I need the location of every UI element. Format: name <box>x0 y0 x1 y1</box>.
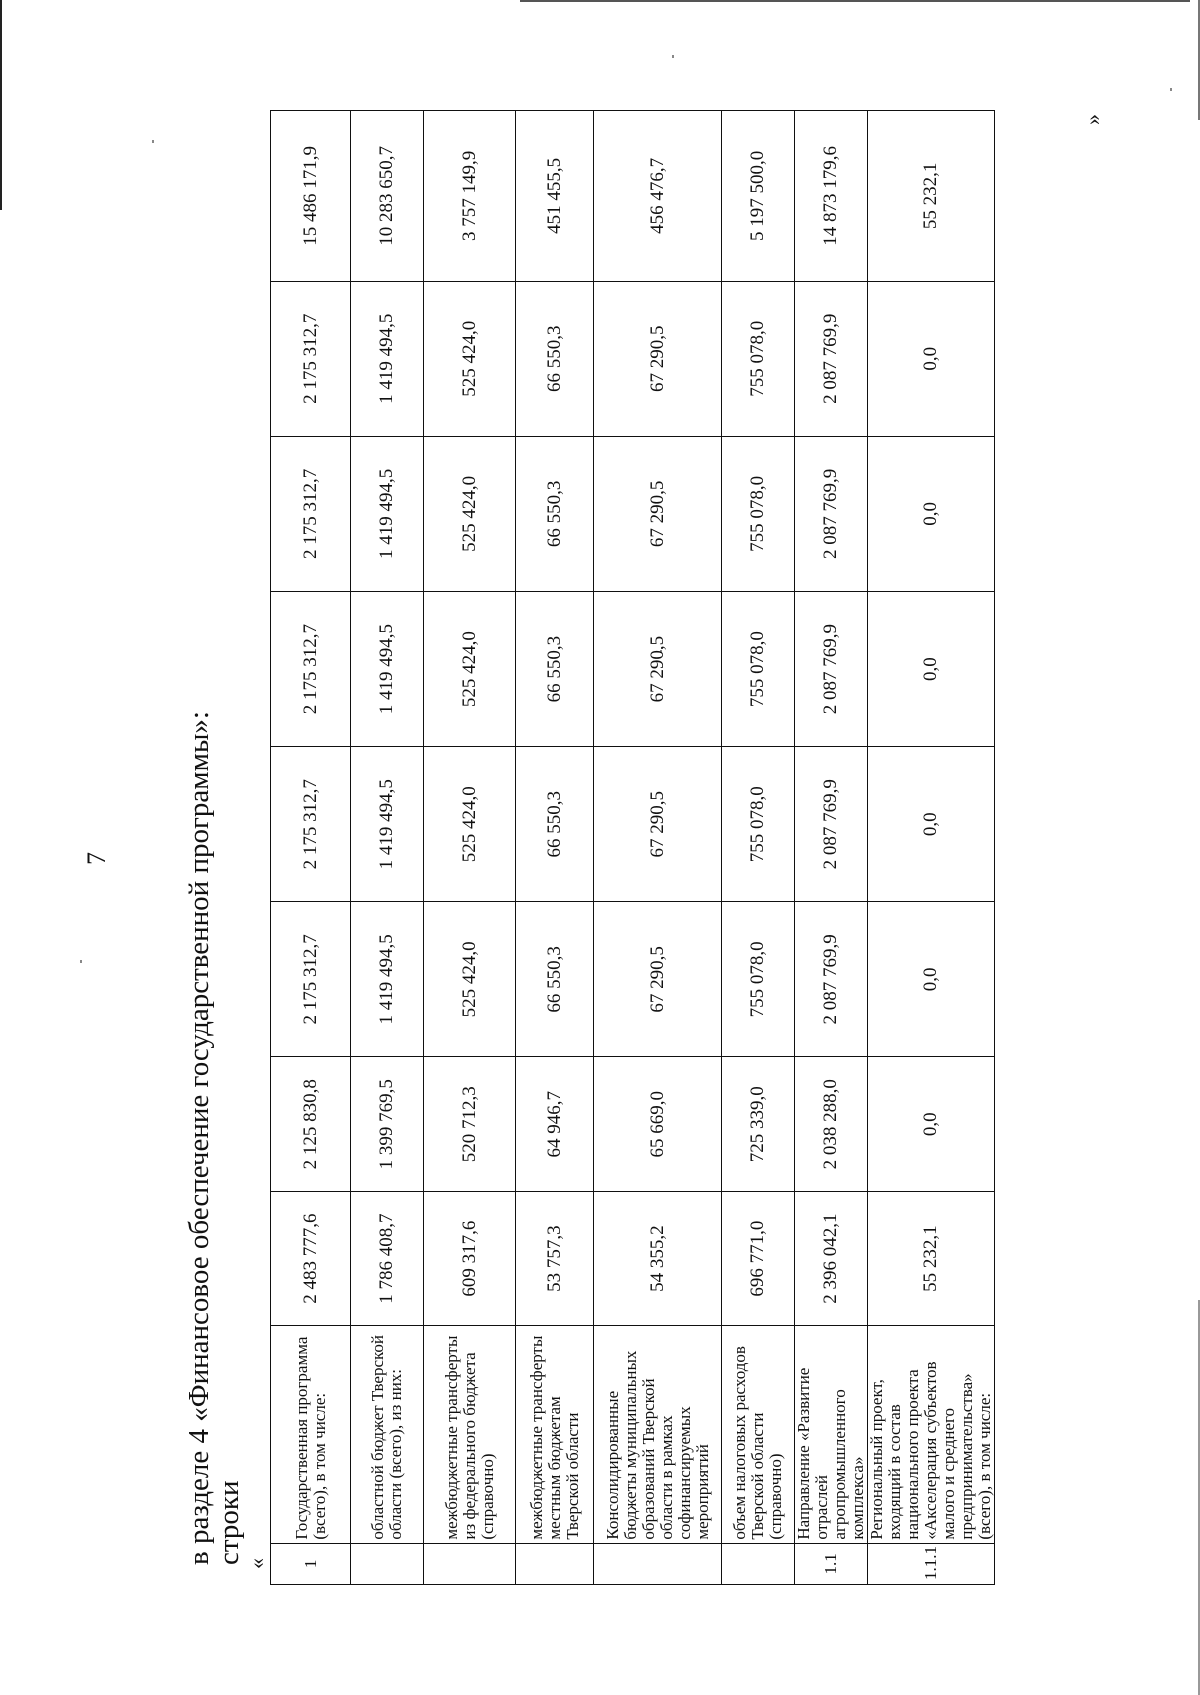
value-cell: 66 550,3 <box>516 281 594 436</box>
value-cell: 696 771,0 <box>722 1191 795 1325</box>
value-cell: 67 290,5 <box>594 902 722 1057</box>
value-cell: 0,0 <box>868 592 995 747</box>
value-cell: 54 355,2 <box>594 1191 722 1325</box>
table-row <box>271 111 351 1585</box>
value-cell: 609 317,6 <box>424 1191 516 1325</box>
total-cell: 3 757 149,9 <box>424 111 516 282</box>
row-number: 1 <box>271 1543 351 1584</box>
value-cell: 2 087 769,9 <box>795 592 868 747</box>
value-cell: 2 087 769,9 <box>795 902 868 1057</box>
value-cell: 755 078,0 <box>722 902 795 1057</box>
value-cell: 1 419 494,5 <box>351 902 424 1057</box>
total-cell: 456 476,7 <box>594 111 722 282</box>
row-number: 1.1 <box>795 1543 868 1584</box>
value-cell: 2 087 769,9 <box>795 747 868 902</box>
table-row <box>594 111 722 1585</box>
value-cell: 67 290,5 <box>594 747 722 902</box>
row-name: межбюджетные трансферты из федерального бюджета (справочно) <box>424 1326 516 1543</box>
value-cell: 755 078,0 <box>722 281 795 436</box>
value-cell: 53 757,3 <box>516 1191 594 1325</box>
value-cell: 725 339,0 <box>722 1057 795 1191</box>
value-cell: 0,0 <box>868 281 995 436</box>
row-number <box>424 1543 516 1584</box>
row-name: областной бюджет Тверской области (всего), из них: <box>351 1326 424 1543</box>
value-cell: 1 786 408,7 <box>351 1191 424 1325</box>
value-cell: 0,0 <box>868 747 995 902</box>
value-cell: 1 399 769,5 <box>351 1057 424 1191</box>
value-cell: 525 424,0 <box>424 902 516 1057</box>
value-cell: 1 419 494,5 <box>351 281 424 436</box>
value-cell: 2 396 042,1 <box>795 1191 868 1325</box>
table-row <box>516 111 594 1585</box>
value-cell: 755 078,0 <box>722 592 795 747</box>
value-cell: 2 175 312,7 <box>271 902 351 1057</box>
total-cell: 451 455,5 <box>516 111 594 282</box>
row-name: Региональный проект, входящий в состав национального проекта «Акселерация субъектов малого и среднего предпринимательства» (всего), в том числе: <box>868 1326 995 1543</box>
table-row <box>795 111 868 1585</box>
value-cell: 525 424,0 <box>424 747 516 902</box>
section-heading-continuation: строки <box>213 1480 245 1565</box>
financing-table <box>270 110 995 1585</box>
value-cell: 0,0 <box>868 1057 995 1191</box>
value-cell: 66 550,3 <box>516 436 594 591</box>
row-name: Консолидированные бюджеты муниципальных образований Тверской области в рамках софинансируемых мероприятий <box>594 1326 722 1543</box>
value-cell: 2 175 312,7 <box>271 281 351 436</box>
value-cell: 2 125 830,8 <box>271 1057 351 1191</box>
value-cell: 0,0 <box>868 902 995 1057</box>
value-cell: 1 419 494,5 <box>351 436 424 591</box>
value-cell: 2 038 288,0 <box>795 1057 868 1191</box>
value-cell: 64 946,7 <box>516 1057 594 1191</box>
page-number: 7 <box>82 852 111 865</box>
value-cell: 520 712,3 <box>424 1057 516 1191</box>
row-name: Государственная программа (всего), в том числе: <box>271 1326 351 1543</box>
value-cell: 67 290,5 <box>594 436 722 591</box>
value-cell: 66 550,3 <box>516 902 594 1057</box>
row-number <box>351 1543 424 1584</box>
table-row <box>868 111 995 1585</box>
table-row <box>722 111 795 1585</box>
value-cell: 525 424,0 <box>424 436 516 591</box>
value-cell: 2 087 769,9 <box>795 436 868 591</box>
value-cell: 2 175 312,7 <box>271 592 351 747</box>
value-cell: 66 550,3 <box>516 747 594 902</box>
value-cell: 2 175 312,7 <box>271 436 351 591</box>
row-number <box>516 1543 594 1584</box>
value-cell: 0,0 <box>868 436 995 591</box>
value-cell: 525 424,0 <box>424 281 516 436</box>
opening-quote: « <box>244 1558 269 1569</box>
value-cell: 67 290,5 <box>594 592 722 747</box>
value-cell: 2 483 777,6 <box>271 1191 351 1325</box>
row-name: межбюджетные трансферты местным бюджетам Тверской области <box>516 1326 594 1543</box>
closing-quote: » <box>1080 114 1105 125</box>
value-cell: 1 419 494,5 <box>351 747 424 902</box>
row-name: объем налоговых расходов Тверской области (справочно) <box>722 1326 795 1543</box>
value-cell: 755 078,0 <box>722 747 795 902</box>
value-cell: 66 550,3 <box>516 592 594 747</box>
row-number <box>722 1543 795 1584</box>
total-cell: 55 232,1 <box>868 111 995 282</box>
row-number: 1.1.1 <box>868 1543 995 1584</box>
total-cell: 15 486 171,9 <box>271 111 351 282</box>
value-cell: 1 419 494,5 <box>351 592 424 747</box>
total-cell: 5 197 500,0 <box>722 111 795 282</box>
value-cell: 2 175 312,7 <box>271 747 351 902</box>
value-cell: 65 669,0 <box>594 1057 722 1191</box>
table-row <box>351 111 424 1585</box>
row-number <box>594 1543 722 1584</box>
section-heading: в разделе 4 «Финансовое обеспечение государственной программы»: <box>183 711 215 1565</box>
value-cell: 755 078,0 <box>722 436 795 591</box>
value-cell: 2 087 769,9 <box>795 281 868 436</box>
value-cell: 67 290,5 <box>594 281 722 436</box>
value-cell: 525 424,0 <box>424 592 516 747</box>
total-cell: 10 283 650,7 <box>351 111 424 282</box>
table-row <box>424 111 516 1585</box>
total-cell: 14 873 179,6 <box>795 111 868 282</box>
value-cell: 55 232,1 <box>868 1191 995 1325</box>
row-name: Направление «Развитие отраслей агропромышленного комплекса» <box>795 1326 868 1543</box>
